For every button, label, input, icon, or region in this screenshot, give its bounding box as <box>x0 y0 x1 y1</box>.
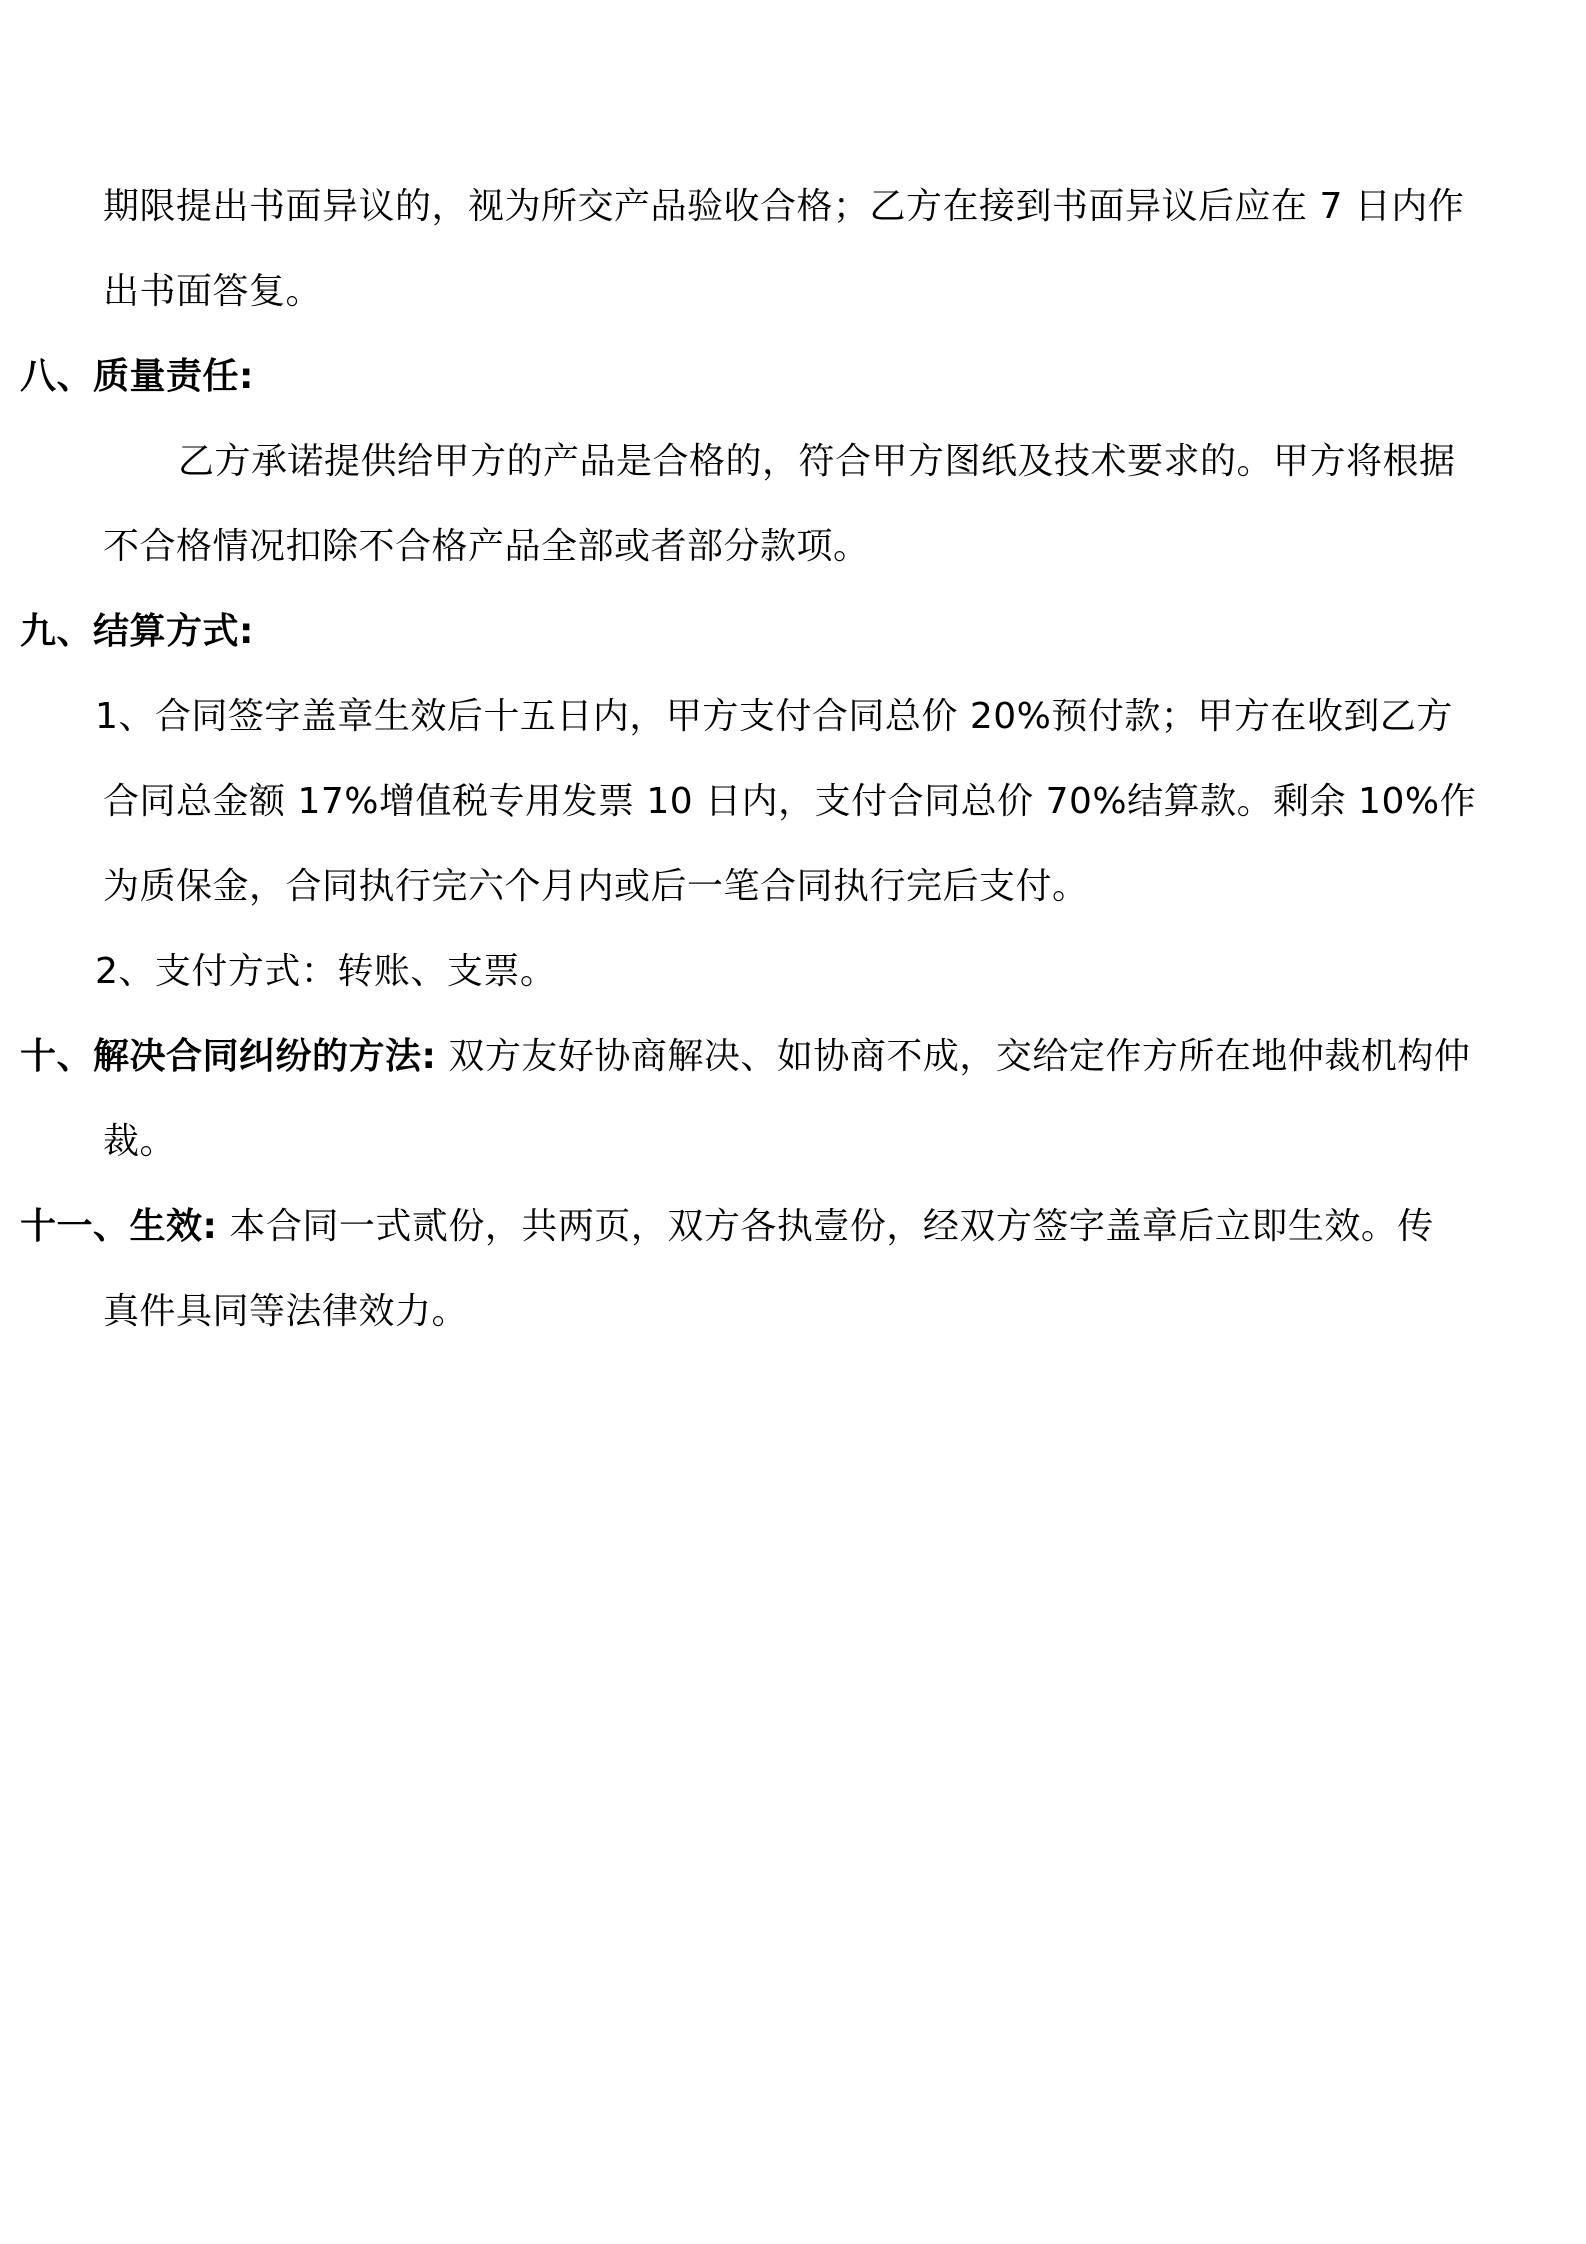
clause-7-continuation-line-2: 出书面答复。 <box>103 271 323 312</box>
clause-11-line-2: 真件具同等法律效力。 <box>103 1291 469 1332</box>
clause-9-item-2: 2、支付方式：转账、支票。 <box>95 951 557 992</box>
clause-10-line-1 <box>20 1035 1470 1079</box>
clause-9-heading: 九、结算方式: <box>20 611 254 652</box>
clause-11-line-1 <box>20 1205 1434 1249</box>
clause-7-continuation-line-1: 期限提出书面异议的，视为所交产品验收合格；乙方在接到书面异议后应在 7 日内作 <box>103 186 1465 227</box>
clause-8-heading: 八、质量责任: <box>20 356 254 397</box>
clause-8-line-1: 乙方承诺提供给甲方的产品是合格的，符合甲方图纸及技术要求的。甲方将根据 <box>178 441 1456 482</box>
clause-9-item-1-line-1: 1、合同签字盖章生效后十五日内，甲方支付合同总价 20%预付款；甲方在收到乙方 <box>95 696 1453 737</box>
clause-10-text: 双方友好协商解决、如协商不成，交给定作方所在地仲裁机构仲 <box>436 1036 1471 1077</box>
clause-9-item-1-line-2: 合同总金额 17%增值税专用发票 10 日内，支付合同总价 70%结算款。剩余 10%作 <box>103 781 1477 822</box>
clause-10-heading: 十、解决合同纠纷的方法: <box>20 1036 437 1077</box>
clause-11-text: 本合同一式贰份，共两页，双方各执壹份，经双方签字盖章后立即生效。传 <box>217 1206 1434 1247</box>
clause-10-line-2: 裁。 <box>103 1121 177 1162</box>
clause-11-heading: 十一、生效: <box>20 1206 218 1247</box>
clause-8-line-2: 不合格情况扣除不合格产品全部或者部分款项。 <box>103 526 870 567</box>
clause-9-item-1-line-3: 为质保金，合同执行完六个月内或后一笔合同执行完后支付。 <box>103 866 1089 907</box>
